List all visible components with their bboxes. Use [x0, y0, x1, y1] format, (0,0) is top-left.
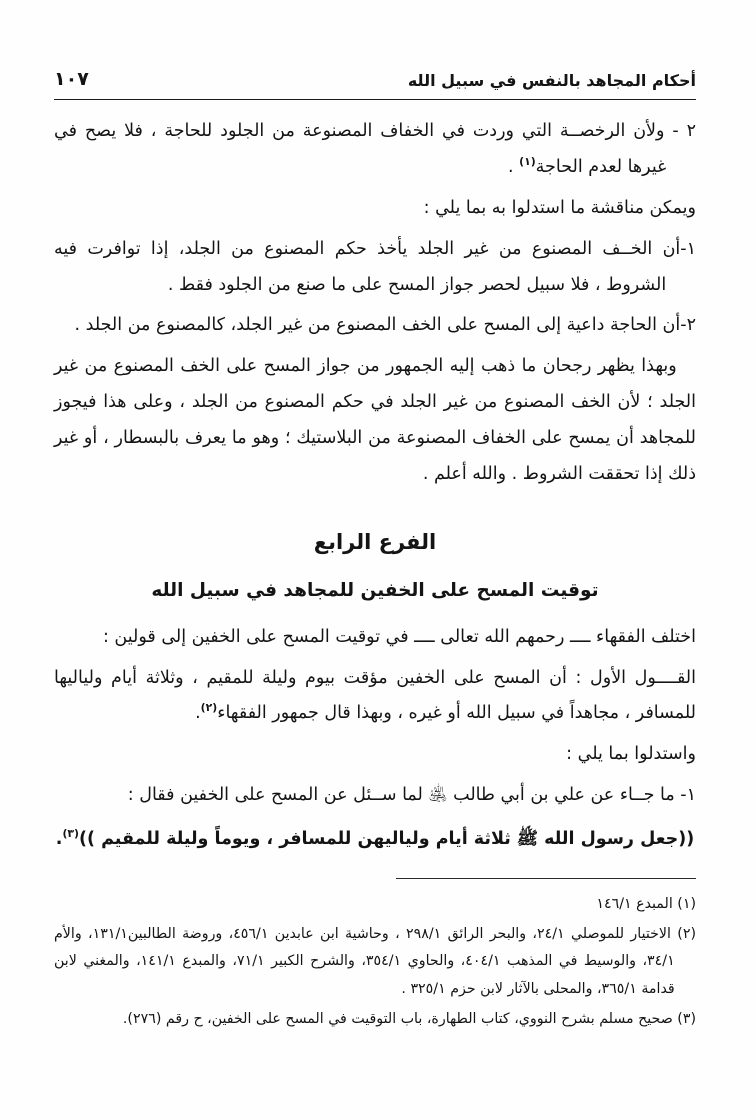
paragraph: ١- ما جــاء عن علي بن أبي طالب ﵁ لما ســئل عن المسح على الخفين فقال : [127, 785, 696, 806]
page-header [54, 68, 696, 100]
paragraph: ٢ - ولأن الرخصــة التي وردت في الخفاف المصنوعة من الجلود للحاجة ، فلا يصح في غيرها لعدم الحاجة$^{(١)}$ . [54, 121, 696, 177]
footnote-label: (١) [677, 895, 696, 912]
footnote-label: (٣) [677, 1010, 696, 1027]
footnote: (٢) الاختيار للموصلي ٢٤/١، والبحر الرائق ٢٩٨/١ ، وحاشية ابن عابدين ٤٥٦/١، وروضة الطالبين١٣١/١، والأم ٣٤/١، والوسيط في المذهب ٤٠٤/١، والحاوي ٣٥٤/١، والشرح الكبير ٧١/١، والمبدع ١٤١/١، والمغني لابن قدامة ٣٦٥/١، والمحلى بالآثار لابن حزم ٣٢٥/١ . [54, 925, 696, 998]
footnotes-list [54, 891, 696, 1033]
paragraph: وبهذا يظهر رجحان ما ذهب إليه الجمهور من جواز المسح على الخف المصنوع من غير الجلد ؛ لأن الخف المصنوع من غير الجلد في حكم المصنوع من الجلد ، وعلى هذا فيجوز للمجاهد أن يمسح على الخفاف المصنوعة من البلاستيك ؛ وهو ما يعرف بالبسطار ، أو غير ذلك إذا تحققت الشروط . والله أعلم . [54, 356, 696, 484]
footnote-divider [396, 878, 696, 879]
paragraph: ويمكن مناقشة ما استدلوا به بما يلي : [423, 197, 696, 218]
page-body [54, 114, 696, 858]
page-number: ١٠٧ [54, 68, 89, 90]
paragraph: ٢-أن الحاجة داعية إلى المسح على الخف المصنوع من غير الجلد، كالمصنوع من الجلد . [74, 315, 696, 336]
section-heading: الفرع الرابع [313, 529, 437, 554]
paragraph: واستدلوا بما يلي : [566, 744, 696, 765]
footnote-ref: (٣) [62, 827, 79, 841]
footnote-label: (٢) [677, 925, 696, 942]
paragraph: اختلف الفقهاء ــــ رحمهم الله تعالى ــــ في توقيت المسح على الخفين إلى قولين : [102, 626, 696, 647]
paragraph: القــــول الأول : أن المسح على الخفين مؤقت بيوم وليلة للمقيم ، وثلاثة أيام ولياليها للمسافر ، مجاهداً في سبيل الله أو غيره ، وبهذا قال جمهور الفقهاء$^{(٢)}$. [54, 667, 696, 724]
footnote: (٣) صحيح مسلم بشرح النووي، كتاب الطهارة، باب التوقيت في المسح على الخفين، ح رقم (٢٧٦). [122, 1010, 696, 1027]
hadith-quote: ((جعل رسول الله ﷺ ثلاثة أيام ولياليهن للمسافر ، ويوماً وليلة للمقيم ))$^{(٣)}$. [55, 827, 695, 850]
header-title: أحكام المجاهد بالنفس في سبيل الله [407, 71, 696, 90]
footnote: (١) المبدع ١٤٦/١ [596, 895, 696, 912]
paragraph: ١-أن الخــف المصنوع من غير الجلد يأخذ حكم المصنوع من الجلد، إذا توافرت فيه الشروط ، فلا سبيل لحصر جواز المسح على ما صنع من الجلود فقط . [54, 238, 696, 295]
footnote-ref: (٢) [200, 701, 218, 715]
section-subheading: توقيت المسح على الخفين للمجاهد في سبيل الله [151, 579, 599, 601]
footnote-ref: (١) [519, 154, 536, 168]
